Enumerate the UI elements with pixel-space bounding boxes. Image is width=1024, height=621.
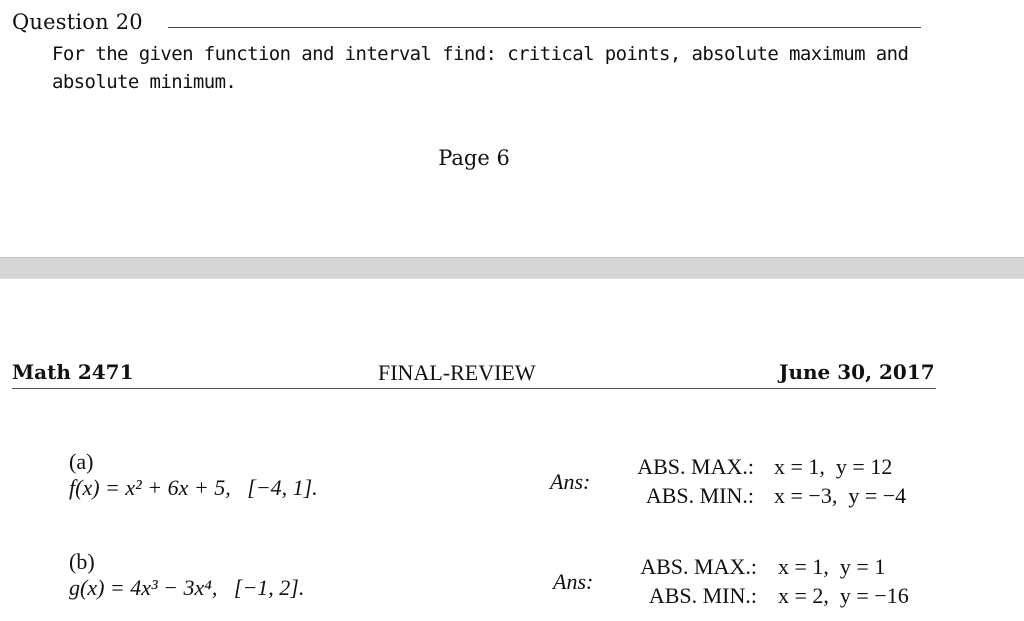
problem-b: [58, 523, 304, 601]
problem-b-max-value: x = 1, y = 1: [778, 554, 886, 579]
problem-a-min-value: x = −3, y = −4: [774, 483, 907, 508]
problem-b-min-value: x = 2, y = −16: [778, 583, 909, 608]
document-date: June 30, 2017: [779, 360, 935, 384]
header-rule: [12, 388, 936, 389]
problem-a-min-key: ABS. MIN.:: [645, 483, 754, 508]
question-text: For the given function and interval find: critical points, absolute maximum and absolute minimum.: [52, 43, 909, 93]
problem-b-min-key: ABS. MIN.:: [648, 583, 757, 608]
problem-a-max-value: x = 1, y = 12: [774, 454, 893, 479]
problem-a-label: (a): [69, 449, 94, 474]
course-name: Math 2471: [12, 360, 134, 384]
problem-b-max-key: ABS. MAX.:: [640, 554, 757, 579]
problem-b-function: g(x) = 4x³ − 3x⁴, [−1, 2].: [69, 575, 305, 600]
document-title: FINAL-REVIEW: [378, 360, 536, 385]
problem-a: [58, 423, 318, 501]
page-number: Page 6: [438, 146, 510, 170]
problem-a-answer-label: Ans:: [550, 469, 591, 494]
problem-b-label: (b): [69, 549, 95, 574]
problem-a-function: f(x) = x² + 6x + 5, [−4, 1].: [69, 475, 318, 500]
page-separator: [0, 257, 1024, 279]
question-title: Question 20: [12, 10, 143, 34]
problem-b-answer-label: Ans:: [553, 569, 594, 594]
question-title-rule: [168, 27, 921, 28]
problem-a-max-key: ABS. MAX.:: [637, 454, 754, 479]
